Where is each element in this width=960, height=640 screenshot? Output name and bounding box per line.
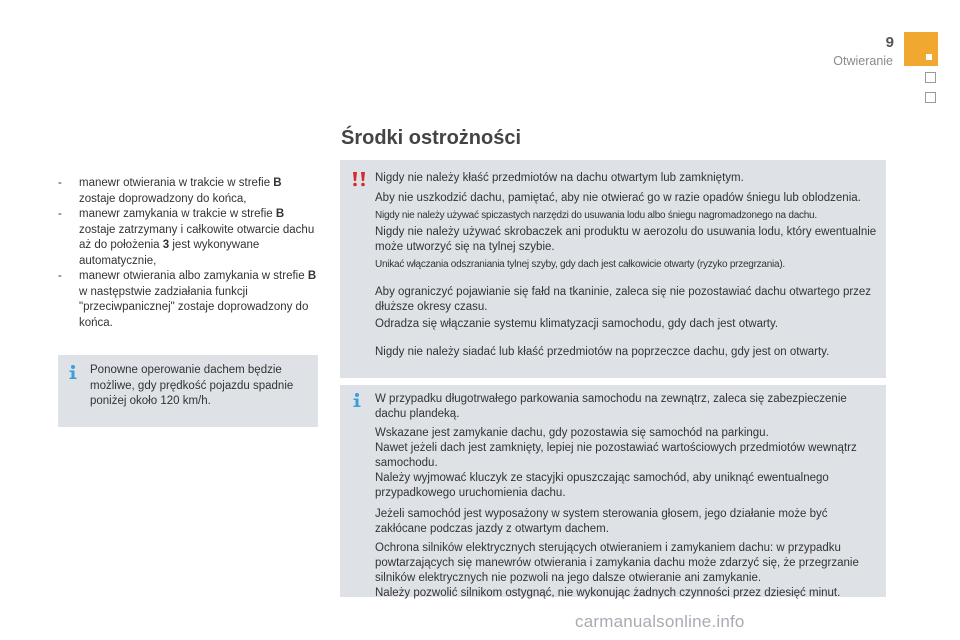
warning-paragraph: Nigdy nie należy kłaść przedmiotów na dachu otwartym lub zamkniętym. xyxy=(375,172,744,184)
warning-box xyxy=(340,160,886,378)
warning-icon xyxy=(350,170,368,188)
list-item-text: manewr otwierania w trakcie w strefie B zostaje doprowadzony do końca, xyxy=(79,177,282,205)
page-number: 9 xyxy=(885,34,894,51)
section-name: Otwieranie xyxy=(833,54,893,68)
watermark: carmanualsonline.info xyxy=(575,612,745,631)
list-dash: - xyxy=(58,270,62,282)
warning-paragraph: Nigdy nie należy siadać lub kłaść przedmiotów na poprzeczce dachu, gdy jest on otwarty. xyxy=(375,346,830,358)
warning-paragraph: Odradza się włączanie systemu klimatyzacji samochodu, gdy dach jest otwarty. xyxy=(375,318,779,330)
note-paragraph: Wskazane jest zamykanie dachu, gdy pozostawia się samochód na parkingu. xyxy=(375,427,769,439)
left-list xyxy=(58,176,320,331)
info-icon xyxy=(349,392,365,408)
note-paragraph: Jeżeli samochód jest wyposażony w system sterowania głosem, jego działanie może być zakłócane podczas jazdy z otwartym dachem. xyxy=(375,508,828,535)
note-text xyxy=(375,392,878,601)
warning-paragraph: Aby nie uszkodzić dachu, pamiętać, aby nie otwierać go w razie opadów śniegu lub oblodzenia. xyxy=(375,192,861,204)
info-box-speed xyxy=(58,355,318,427)
warning-text xyxy=(375,171,878,360)
section-tab-active[interactable] xyxy=(904,32,938,66)
note-paragraph: Należy pozwolić silnikom ostygnąć, nie wykonując żadnych czynności przez dziesięć minut. xyxy=(375,587,841,599)
info-text: Ponowne operowanie dachem będzie możliwe, gdy prędkość pojazdu spadnie poniżej około 120 km/h. xyxy=(90,364,294,407)
list-item xyxy=(58,207,320,269)
list-dash: - xyxy=(58,208,62,220)
warning-paragraph: Unikać włączania odszraniania tylnej szyby, gdy dach jest całkowicie otwarty (ryzyko przegrzania). xyxy=(375,259,785,270)
info-icon xyxy=(65,364,81,380)
note-paragraph: Nawet jeżeli dach jest zamknięty, lepiej nie pozostawiać wartościowych przedmiotów wewnątrz samochodu. xyxy=(375,442,857,469)
list-item xyxy=(58,269,320,331)
warning-paragraph: Nigdy nie należy używać spiczastych narzędzi do usuwania lodu albo śniegu nagromadzonego na dachu. xyxy=(375,210,817,221)
page-title: Środki ostrożności xyxy=(341,127,522,149)
list-item-text: manewr otwierania albo zamykania w strefie B w następstwie zadziałania funkcji "przeciwpanicznej" zostaje doprowadzony do końca. xyxy=(79,270,317,329)
section-tab[interactable] xyxy=(925,72,936,83)
note-paragraph: Należy wyjmować kluczyk ze stacyjki opuszczając samochód, aby uniknąć ewentualnego przypadkowego uruchomienia dachu. xyxy=(375,472,829,499)
warning-paragraph: Aby ograniczyć pojawianie się fałd na tkaninie, zaleca się nie pozostawiać dachu otwartego przez dłuższe okresy czasu. xyxy=(375,286,872,313)
note-box xyxy=(340,385,886,597)
list-item xyxy=(58,176,320,207)
note-paragraph: W przypadku długotrwałego parkowania samochodu na zewnątrz, zaleca się zabezpieczenie dachu plandeką. xyxy=(375,393,847,420)
warning-paragraph: Nigdy nie należy używać skrobaczek ani produktu w aerozolu do usuwania lodu, który ewentualnie może utworzyć się na tylnej szybie. xyxy=(375,226,877,253)
list-dash: - xyxy=(58,177,62,189)
tab-mark xyxy=(926,54,932,60)
section-tab[interactable] xyxy=(925,92,936,103)
list-item-text: manewr zamykania w trakcie w strefie B zostaje zatrzymany i całkowite otwarcie dachu aż do położenia 3 jest wykonywane automatycznie, xyxy=(79,208,315,267)
note-paragraph: Ochrona silników elektrycznych sterujących otwieraniem i zamykaniem dachu: w przypadku powtarzających się manewrów otwierania i zamykania dachu może zdarzyć się, że przegrzanie silników elektrycznych nie pozwoli na jego dalsze otwieranie ani zamykanie. xyxy=(375,542,859,584)
